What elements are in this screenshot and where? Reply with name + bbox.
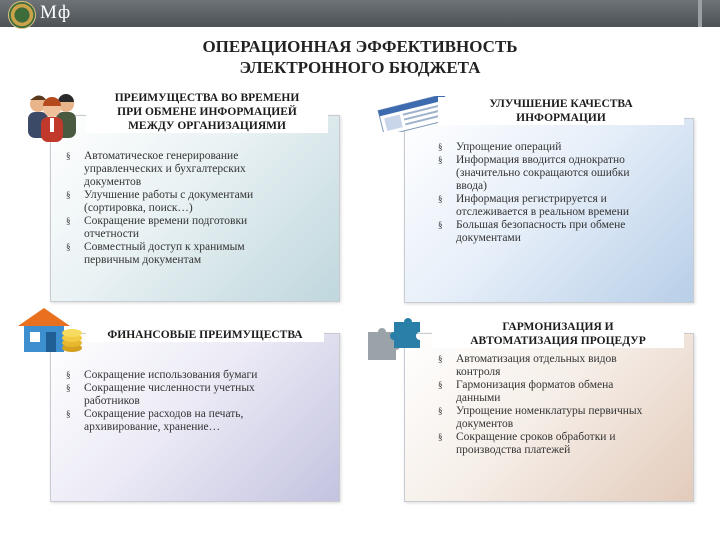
panel-time-heading-line-3: МЕЖДУ ОРГАНИЗАЦИЯМИ [128, 120, 286, 132]
list-item-line: работников [84, 395, 140, 407]
panel-quality-heading [438, 97, 684, 125]
list-item-line: документами [456, 232, 521, 244]
bullet: § [438, 354, 443, 364]
page-title-line-2: ЭЛЕКТРОННОГО БЮДЖЕТА [239, 58, 481, 77]
list-item [60, 408, 330, 434]
bullet: § [438, 406, 443, 416]
list-item-line: Сокращение сроков обработки и [456, 431, 616, 443]
list-item-line: документов [84, 176, 142, 188]
list-item [432, 154, 690, 193]
list-item-line: производства платежей [456, 444, 571, 456]
list-item-line: Сокращение использования бумаги [84, 369, 258, 381]
list-item [60, 150, 330, 189]
page-title-line-1: ОПЕРАЦИОННАЯ ЭФФЕКТИВНОСТЬ [202, 37, 518, 56]
list-item-line: контроля [456, 366, 501, 378]
list-item-line: Упрощение номенклатуры первичных [456, 405, 643, 417]
panel-time-heading [86, 91, 328, 133]
list-item-line: Информация регистрируется и [456, 193, 607, 205]
list-item-line: (значительно сокращаются ошибки [456, 167, 630, 179]
list-item [432, 431, 690, 457]
bullet: § [66, 190, 71, 200]
list-item-line: Большая безопасность при обмене [456, 219, 626, 231]
list-item-line: (сортировка, поиск…) [84, 202, 193, 214]
people-group-icon [22, 90, 82, 142]
panel-time-list [60, 150, 330, 267]
list-item-line: Улучшение работы с документами [84, 189, 254, 201]
list-item-line: Автоматическое генерирование [84, 150, 239, 162]
panel-financial-heading [86, 328, 324, 342]
bullet: § [438, 380, 443, 390]
panel-harmonization-heading [432, 320, 684, 348]
list-item [432, 405, 690, 431]
bullet: § [66, 242, 71, 252]
panel-financial-heading-line-1: ФИНАНСОВЫЕ ПРЕИМУЩЕСТВА [107, 329, 303, 341]
list-item-line: отчетности [84, 228, 140, 240]
list-item [60, 215, 330, 241]
top-bar-divider [698, 0, 702, 27]
list-item [432, 379, 690, 405]
bullet: § [66, 151, 71, 161]
list-item-line: Сокращение численности учетных [84, 382, 255, 394]
list-item-line: Упрощение операций [456, 141, 562, 153]
bullet: § [66, 370, 71, 380]
panel-financial-list [60, 369, 330, 434]
list-item [432, 141, 690, 154]
panel-harmonization-heading-line-2: АВТОМАТИЗАЦИЯ ПРОЦЕДУР [470, 335, 646, 347]
bullet: § [438, 155, 443, 165]
panel-quality-list [432, 141, 690, 245]
puzzle-pieces-icon [364, 318, 422, 362]
list-item-line: Сокращение времени подготовки [84, 215, 248, 227]
panel-time-heading-line-1: ПРЕИМУЩЕСТВА ВО ВРЕМЕНИ [114, 92, 300, 104]
top-bar [0, 0, 720, 27]
list-item-line: первичным документам [84, 254, 202, 266]
bullet: § [66, 409, 71, 419]
list-item [60, 241, 330, 267]
panel-time-heading-line-2: ПРИ ОБМЕНЕ ИНФОРМАЦИЕЙ [117, 106, 297, 118]
list-item-line: ввода) [456, 180, 487, 192]
list-item [60, 189, 330, 215]
panel-harmonization-heading-line-1: ГАРМОНИЗАЦИЯ И [502, 321, 614, 333]
list-item-line: управленческих и бухгалтерских [84, 163, 246, 175]
bullet: § [438, 432, 443, 442]
logo-text: Мф [40, 2, 72, 23]
panel-harmonization-list [432, 353, 690, 457]
house-coins-icon [14, 300, 86, 358]
list-item-line: Автоматизация отдельных видов [456, 353, 617, 365]
list-item-line: Информация вводится однократно [456, 154, 625, 166]
panel-quality-heading-line-2: ИНФОРМАЦИИ [516, 112, 606, 124]
bullet: § [66, 383, 71, 393]
panel-quality-heading-line-1: УЛУЧШЕНИЕ КАЧЕСТВА [489, 98, 633, 110]
list-item [432, 193, 690, 219]
bullet: § [438, 142, 443, 152]
list-item-line: архивирование, хранение… [84, 421, 221, 433]
list-item [432, 219, 690, 245]
list-item [60, 369, 330, 382]
list-item-line: документов [456, 418, 514, 430]
list-item [60, 382, 330, 408]
ministry-emblem-icon [8, 1, 36, 29]
list-item-line: Совместный доступ к хранимым [84, 241, 245, 253]
list-item-line: Сокращение расходов на печать, [84, 408, 244, 420]
bullet: § [66, 216, 71, 226]
list-item-line: Гармонизация форматов обмена [456, 379, 614, 391]
bullet: § [438, 220, 443, 230]
list-item-line: отслеживается в реальном времени [456, 206, 630, 218]
bullet: § [438, 194, 443, 204]
list-item [432, 353, 690, 379]
list-item-line: данными [456, 392, 501, 404]
